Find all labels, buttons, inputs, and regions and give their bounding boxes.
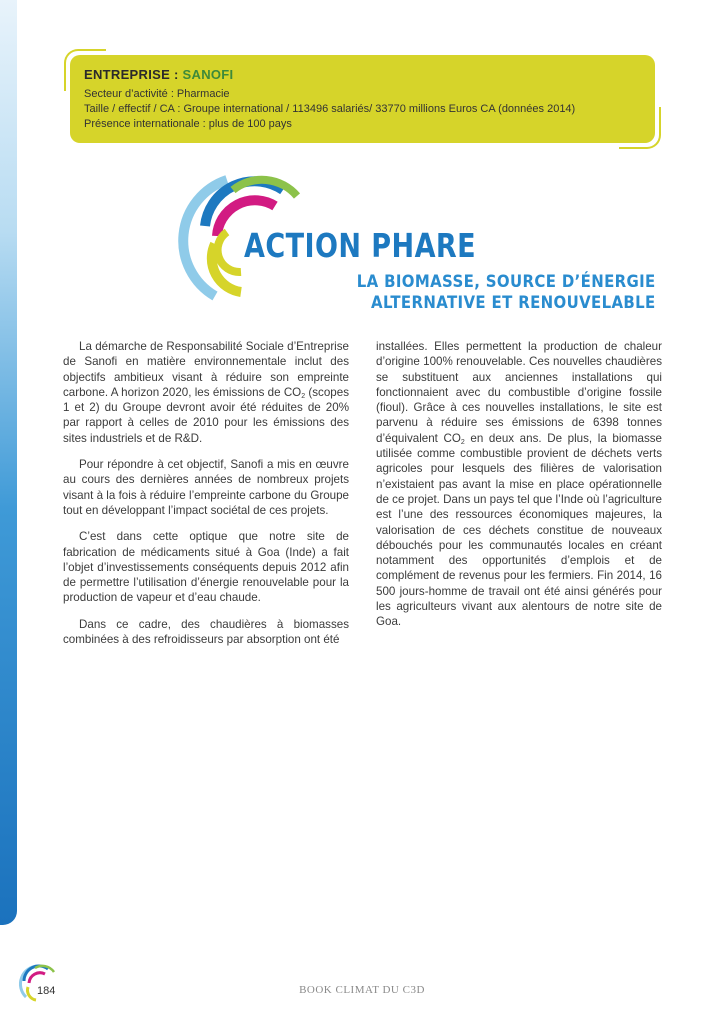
company-sector: Secteur d’activité : Pharmacie (84, 88, 230, 100)
side-color-bar (0, 0, 17, 925)
action-subtitle-line2: ALTERNATIVE ET RENOUVELABLE (371, 293, 656, 313)
page-number: 184 (37, 985, 56, 997)
company-name: SANOFI (182, 67, 234, 82)
action-subtitle (357, 272, 656, 314)
company-label: ENTREPRISE : (84, 67, 183, 82)
company-info-box (70, 55, 655, 143)
paragraph: Dans ce cadre, des chaudières à biomasses combinées à des refroidisseurs par absorption ont été (63, 617, 349, 647)
company-presence: Présence internationale : plus de 100 pays (84, 118, 292, 130)
action-subtitle-line1: LA BIOMASSE, SOURCE D’ÉNERGIE (357, 272, 656, 292)
company-heading (84, 67, 233, 82)
text-column-left (63, 339, 349, 658)
company-size: Taille / effectif / CA : Groupe international / 113496 salariés/ 33770 millions Euros CA (données 2014) (84, 103, 576, 115)
text-column-right (376, 339, 662, 641)
footer-book-title: BOOK CLIMAT DU C3D (299, 984, 425, 996)
paragraph: La démarche de Responsabilité Sociale d’Entreprise de Sanofi en matière environnementale inclut des objectifs ambitieux visant à réduire son empreinte carbone. A horizon 2020, les émissions de $CO_2$ (scopes 1 et 2) du Groupe devront avoir été réduites de 20% par rapport à celles de 2010 pour les émissions des sites industriels et de R&D. (63, 340, 349, 445)
box-corner-decoration (619, 107, 661, 149)
footer-arcs-logo (18, 963, 58, 1003)
action-phare-title: ACTION PHARE (244, 226, 477, 265)
paragraph: installées. Elles permettent la production de chaleur d’origine 100% renouvelable. Ces nouvelles chaudières se substituent aux anciennes installations qui fonctionnaient avec du combustible d’origine fossile (fioul). Grâce à ces nouvelles installations, le site est parvenu à réduire ses émissions de 6398 tonnes d’équivalent $CO_2$ en deux ans. De plus, la biomasse utilisée comme combustible provient de déchets verts agricoles pour lesquels des filières de valorisation n’existaient pas avant la mise en place opérationnelle de ce projet. Dans un pays tel que l’Inde où l’agriculture est l’une des ressources économiques majeures, la valorisation de ces déchets constitue de nouveaux débouchés pour les communautés locales en créant notamment des opportunités d’emplois et de complément de revenus pour les fermiers. Fin 2014, 16 500 jours-homme de travail ont été ainsi générés pour les agriculteurs vivant aux alentours de notre site de Goa. (376, 340, 662, 629)
paragraph: Pour répondre à cet objectif, Sanofi a mis en œuvre au cours des dernières années de nombreux projets visant à la fois à réduire l’empreinte carbone du Groupe tout en développant l’impact sociétal de ces projets. (63, 458, 349, 517)
paragraph: C’est dans cette optique que notre site de fabrication de médicaments situé à Goa (Inde) a fait l’objet d’investissements conséquents depuis 2012 afin de permettre l’utilisation d’énergie renouvelable pour la production de vapeur et d’eau chaude. (63, 530, 349, 605)
